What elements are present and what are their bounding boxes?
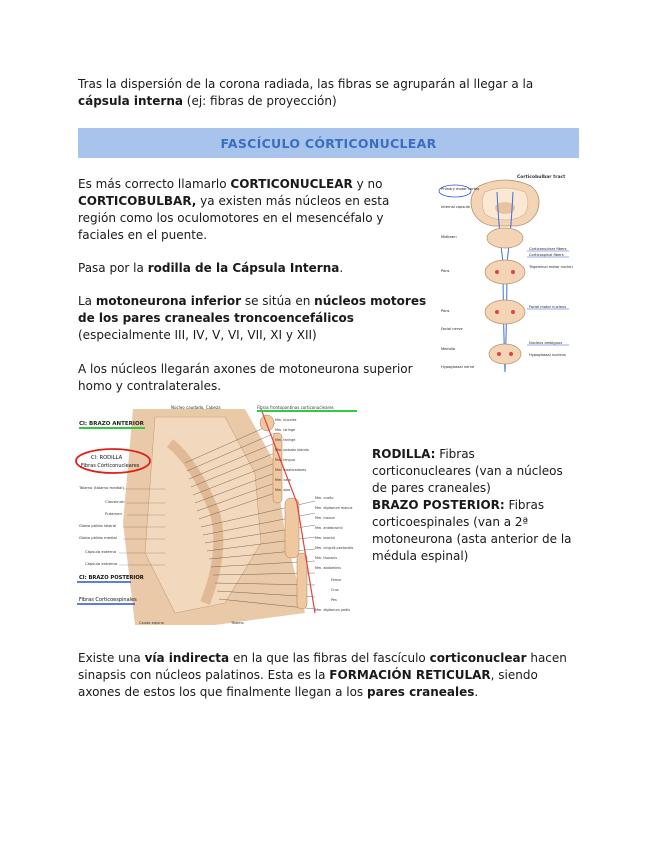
fig1-label: Internal capsule bbox=[441, 205, 470, 209]
fig2-label: Globo pálido lateral bbox=[79, 523, 117, 528]
section-banner bbox=[78, 128, 579, 158]
bold-text: pares craneales bbox=[367, 685, 475, 699]
bold-text: FORMACIÓN RETICULAR bbox=[329, 668, 491, 682]
bold-text: núcleos motores de los pares craneales troncoencefálicos bbox=[78, 294, 427, 325]
text: , siendo axones de estos los que finalmente llegan a los bbox=[78, 668, 538, 699]
fig1-label: Pons bbox=[441, 269, 450, 273]
annot-rodilla-fibras: Fibras Córticonucleares bbox=[81, 463, 140, 469]
intro-bold: cápsula interna bbox=[78, 94, 183, 108]
bold-text: vía indirecta bbox=[144, 651, 230, 665]
fig2-label: Claustrum bbox=[105, 499, 125, 504]
text: Fibras corticoespinales (van a 2ª motoneurona (asta anterior de la médula espinal) bbox=[372, 498, 572, 563]
fig2-label: Tálamo bbox=[231, 621, 244, 625]
fig2-label: Cauda equina bbox=[139, 621, 164, 625]
internal-capsule-figure bbox=[75, 403, 366, 627]
fig2-label: Mm. lengua bbox=[275, 458, 295, 462]
fig1-label: Corticospinal fibers bbox=[529, 253, 564, 257]
fig1-label: Nucleus ambiguus bbox=[529, 341, 563, 345]
fig1-label: Facial nerve bbox=[441, 327, 463, 331]
fig2-label: Mm. masticadores bbox=[275, 468, 307, 472]
fig2-label: Mm. paladar blando bbox=[275, 448, 309, 452]
bold-text: RODILLA: bbox=[372, 447, 436, 461]
text: Fibras corticonucleares (van a núcleos de pares craneales) bbox=[372, 447, 563, 495]
text: A los núcleos llegarán axones de motoneurona superior homo y contralaterales. bbox=[78, 362, 413, 393]
bold-text: corticonuclear bbox=[429, 651, 527, 665]
fig2-label: Cápsula extrema bbox=[85, 561, 118, 566]
text: . bbox=[474, 685, 479, 699]
fig2-label: Mm. ojos bbox=[275, 488, 291, 492]
paragraph-rodilla bbox=[78, 260, 430, 277]
paragraph-motoneurona bbox=[78, 293, 430, 344]
bold-text: motoneurona inferior bbox=[95, 294, 242, 308]
section-title: FASCÍCULO CÓRTICONUCLEAR bbox=[220, 135, 437, 151]
annot-rodilla: Cl: RODILLA bbox=[91, 455, 123, 461]
fig1-label: Hypoglossal nerve bbox=[441, 365, 475, 369]
fig2-label: Mm. digitorum pedis bbox=[315, 608, 350, 612]
fig2-label: Núcleo caudado, Cabeza bbox=[171, 405, 221, 410]
intro-paragraph bbox=[78, 76, 578, 110]
fig2-label: Mm. cara bbox=[275, 478, 291, 482]
fig2-label: Crus bbox=[331, 588, 339, 592]
fig1-label: Hypoglossal nucleus bbox=[529, 353, 566, 357]
fig1-title: Corticobulbar tract bbox=[517, 175, 566, 180]
fig2-label: Putamen bbox=[105, 511, 122, 516]
intro-text-2: (ej: fibras de proyección) bbox=[182, 94, 337, 108]
fig2-label: Mm. cingulli pectoralis bbox=[315, 546, 354, 550]
fig1-label: Corticonuclear fibers bbox=[529, 247, 567, 251]
paragraph-nucleos bbox=[78, 361, 430, 395]
text: hacen sinapsis con núcleos palatinos. Esta es la bbox=[78, 651, 567, 682]
fig2-label: Globo pálido medial bbox=[79, 535, 117, 540]
paragraph-brazo-posterior bbox=[372, 497, 572, 565]
text: . bbox=[339, 261, 344, 275]
fig2-label: Femur bbox=[331, 578, 342, 582]
fig2-label: Mm. abdominis bbox=[315, 566, 341, 570]
bold-text: CORTICONUCLEAR bbox=[230, 177, 353, 191]
fig2-label: Tálamo (tálamo medial) bbox=[79, 485, 124, 490]
text: La bbox=[78, 294, 96, 308]
text: (especialmente III, IV, V, VI, VII, XI y XII) bbox=[78, 328, 317, 342]
text: Existe una bbox=[78, 651, 145, 665]
paragraph-via-indirecta bbox=[78, 650, 583, 701]
text: se sitúa en bbox=[241, 294, 315, 308]
fig2-label: Mm. antebrachii bbox=[315, 526, 343, 530]
fig2-label: Cápsula externa bbox=[85, 549, 116, 554]
text: ya existen más núcleos en esta región como los oculomotores en el mesencéfalo y faciales en el puente. bbox=[78, 194, 390, 242]
fig1-label: Trigeminal motor nucleus bbox=[529, 265, 573, 269]
intro-text: Tras la dispersión de la corona radiada, las fibras se agruparán al llegar a la bbox=[78, 77, 534, 91]
fig2-label: Mm. thoracis bbox=[315, 556, 337, 560]
text: y no bbox=[352, 177, 383, 191]
fig1-label: Medulla bbox=[441, 347, 456, 351]
fig2-label: Mm. cuello bbox=[315, 496, 334, 500]
fig1-label: Facial motor nucleus bbox=[529, 305, 567, 309]
annot-brazo-anterior: Cl: BRAZO ANTERIOR bbox=[79, 421, 144, 427]
annot-fibras-corticoespinales: Fibras Corticoespinales bbox=[79, 597, 137, 603]
corticobulbar-tract-figure bbox=[437, 172, 573, 394]
fig1-label: Pons bbox=[441, 309, 450, 313]
fig2-label: Fibras frontopontinas corticonucleares bbox=[257, 405, 334, 410]
paragraph-rodilla-fibras bbox=[372, 446, 572, 497]
fig2-label: Mm. digitorum manus bbox=[315, 506, 353, 510]
text: Pasa por la bbox=[78, 261, 148, 275]
fig1-label: Midbrain bbox=[441, 235, 457, 239]
fig2-label: Mm. bucales bbox=[275, 418, 297, 422]
text: Es más correcto llamarlo bbox=[78, 177, 231, 191]
fig2-label: Mm. faringe bbox=[275, 438, 296, 442]
fig1-label: Primary motor cortex bbox=[441, 187, 480, 191]
bold-text: BRAZO POSTERIOR: bbox=[372, 498, 505, 512]
fig2-label: Mm. manus bbox=[315, 516, 335, 520]
fig2-label: Mm. laringe bbox=[275, 428, 296, 432]
fig2-label: Pes bbox=[331, 598, 337, 602]
fig2-label: Mm. brachii bbox=[315, 536, 335, 540]
text: en la que las fibras del fascículo bbox=[229, 651, 430, 665]
bold-text: CORTICOBULBAR, bbox=[78, 194, 197, 208]
bold-text: rodilla de la Cápsula Interna bbox=[147, 261, 340, 275]
annot-brazo-posterior: Cl: BRAZO POSTERIOR bbox=[79, 575, 144, 581]
paragraph-corticonuclear bbox=[78, 176, 430, 244]
